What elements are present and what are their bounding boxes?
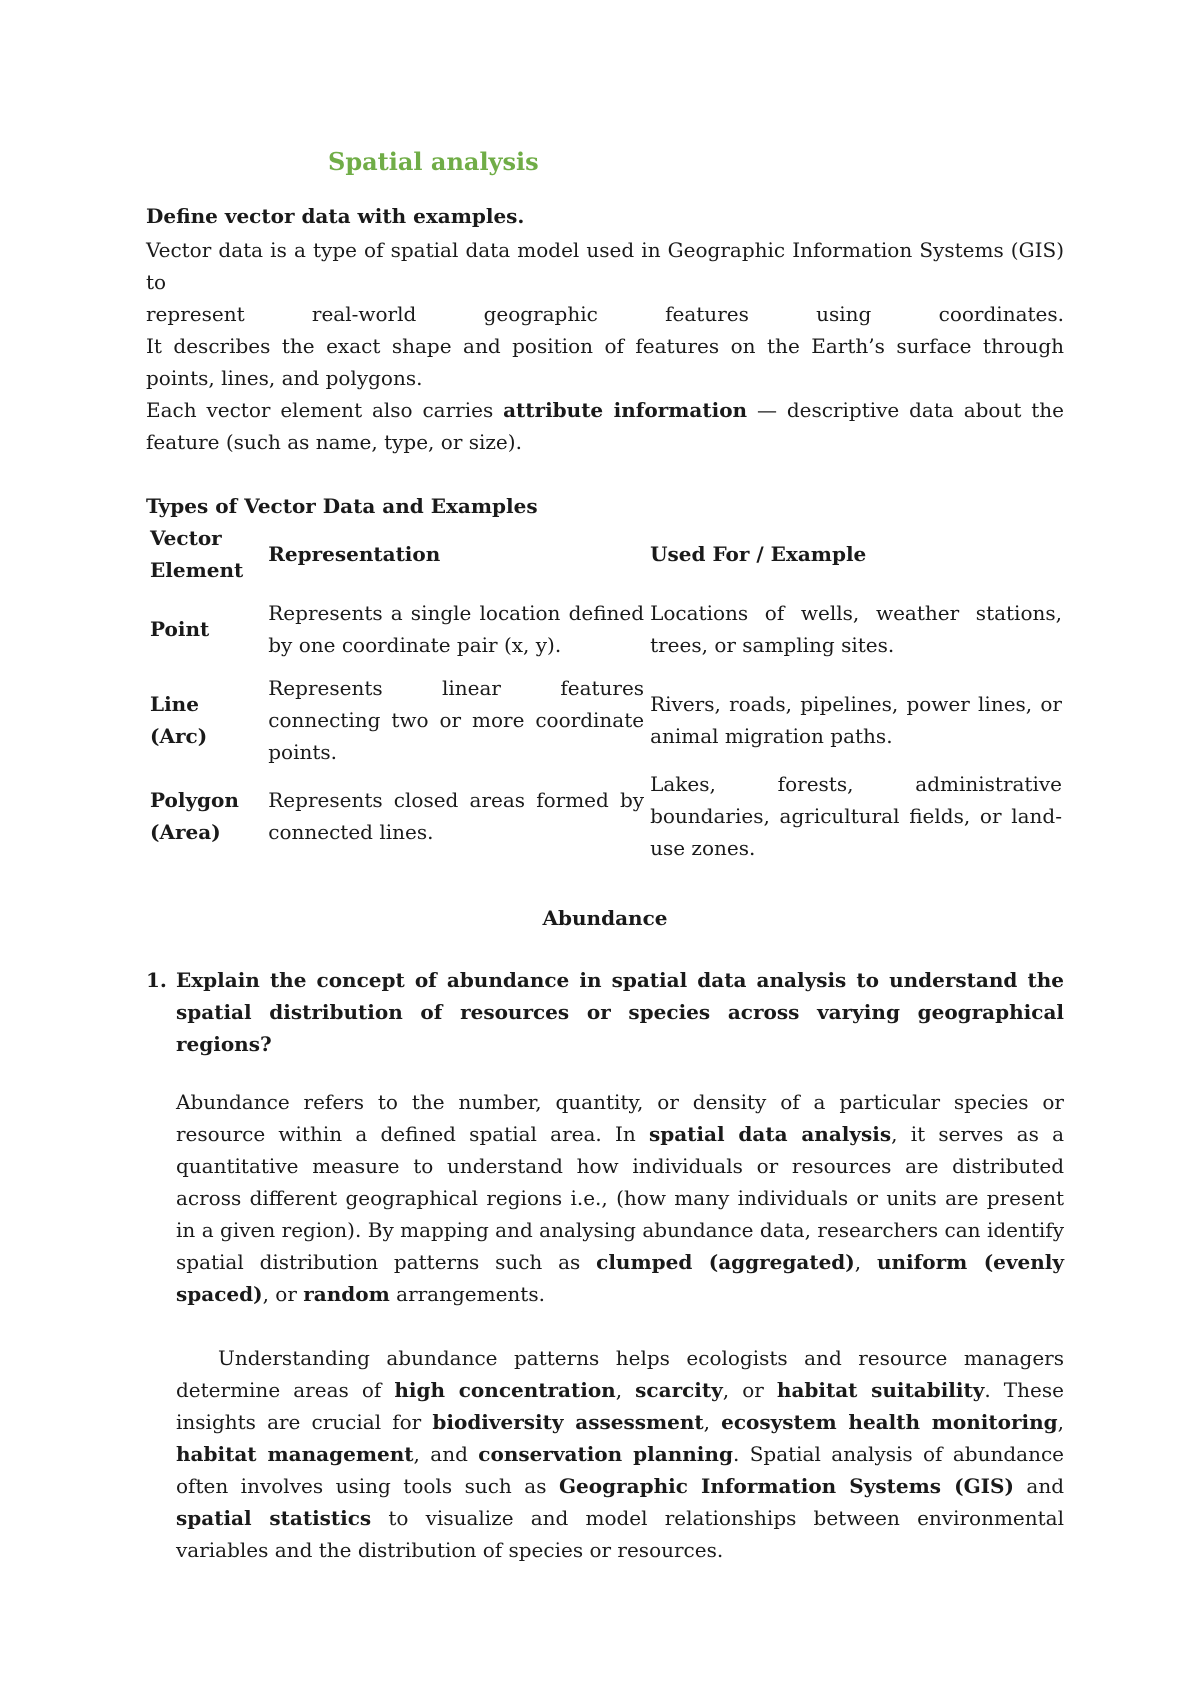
para-text: arrangements.: [389, 1282, 545, 1306]
attribute-pre-text: Each vector element also carries: [146, 398, 504, 422]
para-bold: biodiversity assessment: [432, 1410, 704, 1434]
table-cell-example: Rivers, roads, pipelines, power lines, or animal migration paths.: [650, 692, 1062, 748]
table-row: [146, 768, 1064, 864]
para-text: ,: [703, 1410, 722, 1434]
abundance-paragraph-2: [176, 1342, 1064, 1566]
para-bold: Geographic Information Systems (GIS): [558, 1474, 1014, 1498]
vector-definition-line-2: represent real-world geographic features using coordinates.: [146, 302, 1064, 326]
document-body: [146, 200, 1064, 1566]
para-text: to visualize and model relationships between environmental variables and the distribution of species or resources.: [176, 1506, 1064, 1562]
para-bold: habitat suitability: [776, 1378, 985, 1402]
vector-question-heading: Define vector data with examples.: [146, 204, 525, 228]
para-bold: spatial statistics: [176, 1506, 372, 1530]
table-cell-element: Polygon (Area): [150, 788, 239, 844]
question-number: 1.: [146, 968, 167, 992]
page-title: Spatial analysis: [328, 147, 539, 176]
abundance-heading: Abundance: [542, 906, 668, 930]
table-cell-representation: Represents linear features connecting two or more coordinate points.: [268, 676, 645, 764]
para-text: , and: [413, 1442, 479, 1466]
vector-definition-line-1: Vector data is a type of spatial data model used in Geographic Information Systems (GIS) to: [146, 238, 1064, 294]
table-cell-representation: Represents a single location defined by one coordinate pair (x, y).: [268, 601, 645, 657]
vector-types-table: [146, 522, 1064, 864]
para-text: ,: [615, 1378, 636, 1402]
attribute-post-text: — descriptive data about the feature (such as name, type, or size).: [146, 398, 1064, 454]
para-bold: ecosystem health monitoring: [721, 1410, 1058, 1434]
table-row: [146, 586, 1064, 672]
table-cell-element: Line (Arc): [150, 692, 208, 748]
para-text: and: [1013, 1474, 1065, 1498]
para-bold: clumped (aggregated): [596, 1250, 855, 1274]
para-text: Abundance refers to the number, quantity, or density of a particular species or resource within a defined spatial area. In: [176, 1090, 1064, 1146]
para-text: Understanding abundance patterns helps ecologists and resource managers determine areas of: [176, 1346, 1064, 1402]
vector-definition: [146, 234, 1064, 458]
para-bold: high concentration: [394, 1378, 616, 1402]
attribute-information-bold: attribute information: [503, 398, 748, 422]
table-cell-example: Lakes, forests, administrative boundaries, agricultural fields, or land-use zones.: [650, 772, 1062, 860]
vector-definition-line-3: It describes the exact shape and position of features on the Earth’s surface through points, lines, and polygons.: [146, 334, 1064, 390]
para-bold: uniform (evenly spaced): [176, 1250, 1065, 1306]
table-header-cell: Representation: [268, 542, 441, 566]
table-header-cell: Used For / Example: [650, 542, 867, 566]
table-header-row: [146, 522, 1064, 586]
question-list: [146, 964, 1064, 1060]
para-text: . These insights are crucial for: [176, 1378, 1064, 1434]
para-text: , or: [722, 1378, 777, 1402]
para-bold: scarcity: [635, 1378, 723, 1402]
vector-definition-line-4: [146, 394, 1064, 458]
para-text: . Spatial analysis of abundance often involves using tools such as: [176, 1442, 1064, 1498]
table-cell-representation: Represents closed areas formed by connected lines.: [268, 788, 645, 844]
para-text: , it serves as a quantitative measure to understand how individuals or resources are distributed across different geographical regions i.e., (how many individuals or units are present in a given region). By mapping and analysing abundance data, researchers can identify spatial distribution patterns such as: [176, 1122, 1064, 1274]
list-item: [146, 964, 1064, 1060]
abundance-paragraph-1: [176, 1086, 1064, 1310]
para-text: ,: [1057, 1410, 1064, 1434]
para-bold: random: [303, 1282, 390, 1306]
table-cell-example: Locations of wells, weather stations, trees, or sampling sites.: [650, 601, 1062, 657]
para-bold: spatial data analysis: [648, 1122, 892, 1146]
para-text: , or: [262, 1282, 304, 1306]
table-header-cell: Vector Element: [150, 526, 244, 582]
question-text: Explain the concept of abundance in spatial data analysis to understand the spatial distribution of resources or species across varying geographical regions?: [176, 968, 1064, 1056]
table-cell-element: Point: [150, 617, 210, 641]
para-bold: habitat management: [176, 1442, 414, 1466]
para-text: ,: [854, 1250, 877, 1274]
para-bold: conservation planning: [478, 1442, 733, 1466]
table-row: [146, 672, 1064, 768]
vector-types-heading: Types of Vector Data and Examples: [146, 494, 538, 518]
